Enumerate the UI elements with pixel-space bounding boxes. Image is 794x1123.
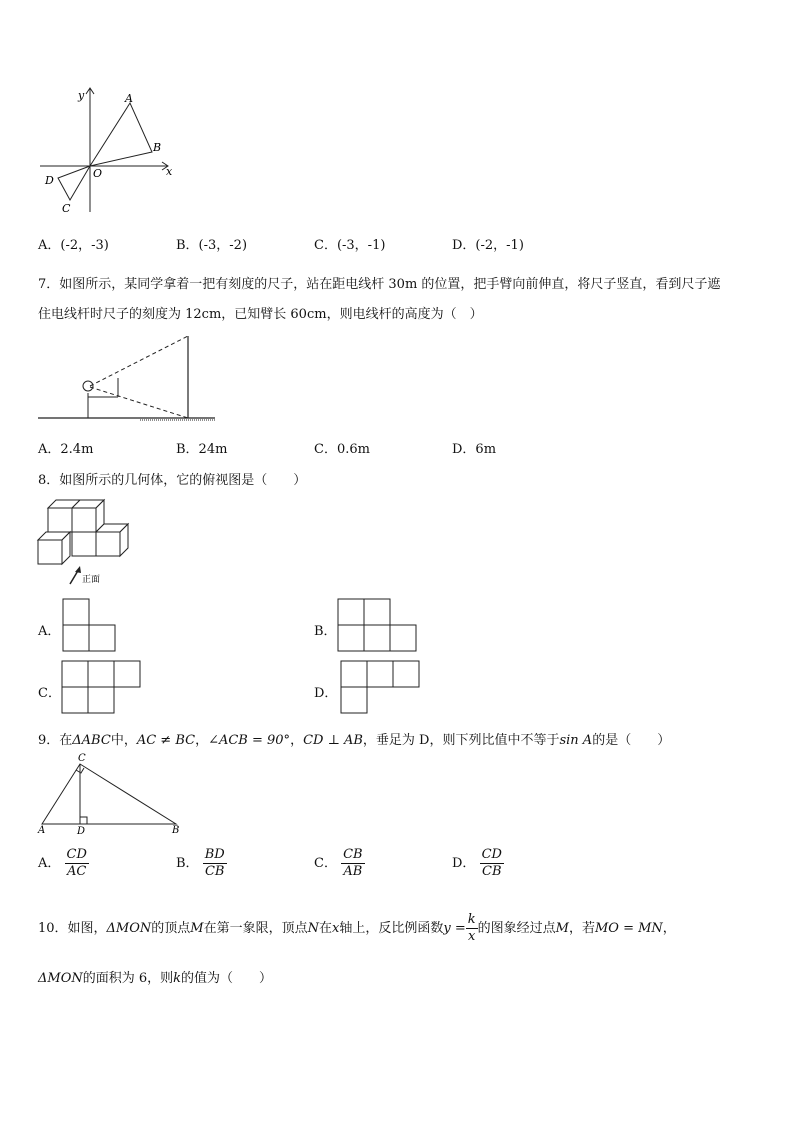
- q9-label-b: B: [172, 825, 180, 836]
- q8-front-label: 正面: [82, 575, 101, 585]
- q6-label-d: D: [45, 174, 54, 187]
- q9-label-d: D: [77, 826, 86, 837]
- q8-stem: 8．如图所示的几何体，它的俯视图是（ ）: [38, 473, 307, 488]
- q7-option-a[interactable]: A．2.4m: [38, 442, 94, 457]
- q6-option-c[interactable]: C．(-3，-1): [314, 238, 386, 253]
- q7-stem-line1: 7．如图所示，某同学拿着一把有刻度的尺子，站在距电线杆 30m 的位置，把手臂向前伸直，将尺子竖直，看到尺子遮: [38, 277, 721, 292]
- q6-label-a: A: [125, 92, 133, 105]
- q7-option-c[interactable]: C．0.6m: [314, 442, 370, 457]
- q9-option-a[interactable]: A． $\frac{CD}{AC}$: [38, 847, 87, 879]
- q6-label-b: B: [153, 141, 162, 154]
- q8-option-a-letter[interactable]: A．: [38, 624, 61, 639]
- q10-function-fraction: $\frac{k}{x}$: [467, 912, 476, 944]
- q6-label-y: y: [78, 89, 85, 102]
- q7-stem-line2: 住电线杆时尺子的刻度为 12cm，已知臂长 60cm，则电线杆的高度为（ ）: [38, 307, 483, 322]
- q9-option-a-fraction: $\frac{CD}{AC}$: [66, 847, 87, 879]
- q10-stem-line1: 10．如图，ΔMON的顶点M在第一象限，顶点N在x轴上，反比例函数y = $\frac{k}{x}$ 的图象经过点M，若MO = MN，: [38, 912, 676, 944]
- q9-option-d[interactable]: D． $\frac{CD}{CB}$: [452, 847, 502, 879]
- q6-label-o: O: [93, 167, 103, 180]
- q7-option-b[interactable]: B．24m: [176, 442, 228, 457]
- q8-option-c-letter[interactable]: C．: [38, 686, 61, 701]
- q9-triangle-abc: [42, 764, 176, 824]
- q9-stem: 9．在ΔABC中，AC ≠ BC，∠ACB = 90°，CD ⊥ AB，垂足为 D，则下列比值中不等于sin A的是（ ）: [38, 733, 671, 748]
- q8-option-d-letter[interactable]: D．: [314, 686, 338, 701]
- q6-option-b[interactable]: B．(-3，-2): [176, 238, 248, 253]
- q9-option-c-fraction: $\frac{CB}{AB}$: [343, 847, 363, 879]
- q6-option-a[interactable]: A．(-2，-3): [38, 238, 109, 253]
- q9-label-c: C: [78, 753, 86, 764]
- q9-option-b-fraction: $\frac{BD}{CB}$: [204, 847, 225, 879]
- q7-option-d[interactable]: D．6m: [452, 442, 497, 457]
- q6-label-c: C: [62, 202, 71, 215]
- q9-option-d-fraction: $\frac{CD}{CB}$: [481, 847, 502, 879]
- q9-option-c[interactable]: C． $\frac{CB}{AB}$: [314, 847, 363, 879]
- q9-triangle: ΔABC: [72, 733, 111, 748]
- q6-option-d[interactable]: D．(-2，-1): [452, 238, 524, 253]
- q9-option-b[interactable]: B． $\frac{BD}{CB}$: [176, 847, 225, 879]
- q6-label-x: x: [166, 165, 173, 178]
- q10-stem-line2: ΔMON的面积为 6，则k的值为（ ）: [38, 971, 273, 986]
- q9-right-angle-d: [80, 817, 87, 824]
- q9-label-a: A: [38, 825, 46, 836]
- q8-option-b-letter[interactable]: B．: [314, 624, 337, 639]
